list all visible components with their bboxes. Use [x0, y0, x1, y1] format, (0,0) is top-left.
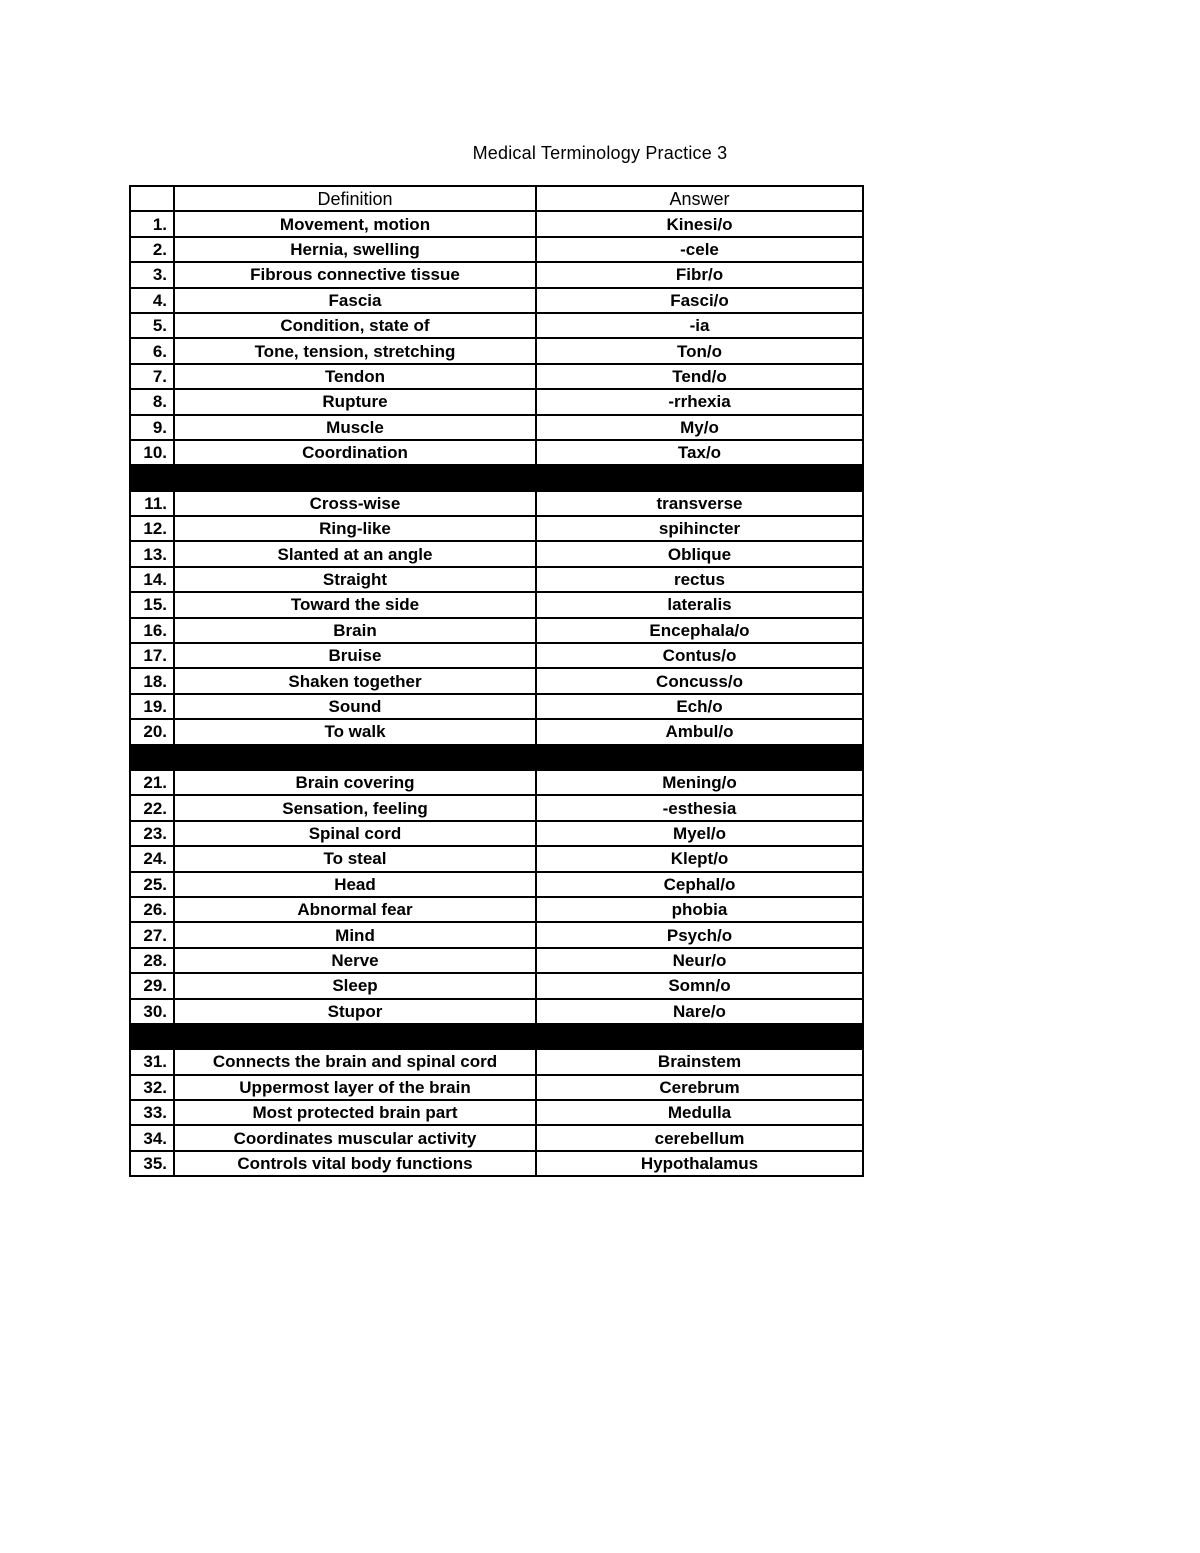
row-number-cell: 29. [130, 973, 174, 998]
row-number-cell: 24. [130, 846, 174, 871]
definition-cell: Condition, state of [174, 313, 536, 338]
table-row [130, 313, 863, 338]
row-number-cell: 16. [130, 618, 174, 643]
table-row [130, 770, 863, 795]
answer-cell: Fibr/o [536, 262, 863, 287]
answer-cell: Concuss/o [536, 668, 863, 693]
table-row [130, 922, 863, 947]
answer-cell: Nare/o [536, 999, 863, 1024]
definition-cell: Fascia [174, 288, 536, 313]
row-number-cell: 26. [130, 897, 174, 922]
answer-cell: Contus/o [536, 643, 863, 668]
table-row [130, 541, 863, 566]
definition-cell: Head [174, 872, 536, 897]
table-row [130, 415, 863, 440]
header-row [130, 186, 863, 211]
answer-cell: -ia [536, 313, 863, 338]
definition-cell: Controls vital body functions [174, 1151, 536, 1176]
table-row [130, 237, 863, 262]
divider-cell [536, 465, 863, 490]
row-number-cell: 3. [130, 262, 174, 287]
answer-cell: Tend/o [536, 364, 863, 389]
answer-cell: Medulla [536, 1100, 863, 1125]
table-row [130, 1049, 863, 1074]
definition-cell: Abnormal fear [174, 897, 536, 922]
definition-cell: Cross-wise [174, 491, 536, 516]
divider-cell [174, 1024, 536, 1049]
table-row [130, 338, 863, 363]
row-number-cell: 25. [130, 872, 174, 897]
answer-cell: Cerebrum [536, 1075, 863, 1100]
definition-cell: Ring-like [174, 516, 536, 541]
answer-cell: Encephala/o [536, 618, 863, 643]
definition-cell: Tendon [174, 364, 536, 389]
table-row [130, 288, 863, 313]
definition-cell: Straight [174, 567, 536, 592]
table-row [130, 999, 863, 1024]
divider-cell [130, 745, 174, 770]
table-row [130, 440, 863, 465]
row-number-cell: 27. [130, 922, 174, 947]
definition-cell: Connects the brain and spinal cord [174, 1049, 536, 1074]
row-number-cell: 10. [130, 440, 174, 465]
answer-cell: Psych/o [536, 922, 863, 947]
table-row [130, 948, 863, 973]
row-number-cell: 20. [130, 719, 174, 744]
table-row [130, 516, 863, 541]
definition-cell: Stupor [174, 999, 536, 1024]
section-divider-row [130, 465, 863, 490]
definition-cell: Slanted at an angle [174, 541, 536, 566]
section-divider-row [130, 1024, 863, 1049]
table-row [130, 846, 863, 871]
row-number-cell: 17. [130, 643, 174, 668]
row-number-cell: 5. [130, 313, 174, 338]
answer-cell: lateralis [536, 592, 863, 617]
definition-cell: Uppermost layer of the brain [174, 1075, 536, 1100]
answer-cell: Tax/o [536, 440, 863, 465]
row-number-cell: 31. [130, 1049, 174, 1074]
table-row [130, 1125, 863, 1150]
answer-cell: Fasci/o [536, 288, 863, 313]
definition-cell: Sleep [174, 973, 536, 998]
answer-cell: Hypothalamus [536, 1151, 863, 1176]
answer-cell: Cephal/o [536, 872, 863, 897]
terminology-table-body [130, 186, 863, 1176]
table-row [130, 618, 863, 643]
answer-cell: Klept/o [536, 846, 863, 871]
definition-cell: To walk [174, 719, 536, 744]
table-row [130, 694, 863, 719]
row-number-cell: 32. [130, 1075, 174, 1100]
definition-cell: Coordinates muscular activity [174, 1125, 536, 1150]
answer-cell: Ambul/o [536, 719, 863, 744]
row-number-cell: 30. [130, 999, 174, 1024]
row-number-cell: 22. [130, 795, 174, 820]
row-number-cell: 23. [130, 821, 174, 846]
row-number-cell: 34. [130, 1125, 174, 1150]
definition-cell: Hernia, swelling [174, 237, 536, 262]
table-row [130, 973, 863, 998]
divider-cell [174, 465, 536, 490]
answer-cell: Kinesi/o [536, 211, 863, 236]
table-row [130, 262, 863, 287]
row-number-cell: 6. [130, 338, 174, 363]
table-row [130, 719, 863, 744]
definition-cell: Toward the side [174, 592, 536, 617]
row-number-cell: 35. [130, 1151, 174, 1176]
row-number-cell: 12. [130, 516, 174, 541]
table-row [130, 795, 863, 820]
table-row [130, 592, 863, 617]
row-number-cell: 14. [130, 567, 174, 592]
page-title: Medical Terminology Practice 3 [472, 143, 728, 163]
answer-cell: Ech/o [536, 694, 863, 719]
table-row [130, 1100, 863, 1125]
row-number-cell: 19. [130, 694, 174, 719]
definition-cell: Fibrous connective tissue [174, 262, 536, 287]
answer-cell: -cele [536, 237, 863, 262]
definition-cell: Shaken together [174, 668, 536, 693]
row-number-cell: 11. [130, 491, 174, 516]
definition-cell: Bruise [174, 643, 536, 668]
table-row [130, 364, 863, 389]
answer-cell: cerebellum [536, 1125, 863, 1150]
row-number-cell: 4. [130, 288, 174, 313]
definition-cell: Rupture [174, 389, 536, 414]
table-row [130, 389, 863, 414]
definition-cell: To steal [174, 846, 536, 871]
answer-cell: My/o [536, 415, 863, 440]
table-row [130, 872, 863, 897]
divider-cell [130, 465, 174, 490]
table-row [130, 567, 863, 592]
row-number-cell: 15. [130, 592, 174, 617]
table-row [130, 1151, 863, 1176]
divider-cell [130, 1024, 174, 1049]
answer-cell: Somn/o [536, 973, 863, 998]
definition-cell: Nerve [174, 948, 536, 973]
answer-cell: Mening/o [536, 770, 863, 795]
definition-cell: Brain covering [174, 770, 536, 795]
row-number-cell: 28. [130, 948, 174, 973]
header-answer-cell: Answer [536, 186, 863, 211]
row-number-cell: 21. [130, 770, 174, 795]
row-number-cell: 1. [130, 211, 174, 236]
answer-cell: rectus [536, 567, 863, 592]
answer-cell: Brainstem [536, 1049, 863, 1074]
table-row [130, 1075, 863, 1100]
divider-cell [536, 1024, 863, 1049]
row-number-cell: 9. [130, 415, 174, 440]
definition-cell: Movement, motion [174, 211, 536, 236]
definition-cell: Coordination [174, 440, 536, 465]
definition-cell: Tone, tension, stretching [174, 338, 536, 363]
table-row [130, 643, 863, 668]
answer-cell: -esthesia [536, 795, 863, 820]
row-number-cell: 33. [130, 1100, 174, 1125]
divider-cell [536, 745, 863, 770]
terminology-table [129, 185, 864, 1177]
table-row [130, 668, 863, 693]
definition-cell: Mind [174, 922, 536, 947]
row-number-cell: 7. [130, 364, 174, 389]
answer-cell: Oblique [536, 541, 863, 566]
row-number-cell: 2. [130, 237, 174, 262]
definition-cell: Most protected brain part [174, 1100, 536, 1125]
table-row [130, 211, 863, 236]
header-number-cell [130, 186, 174, 211]
row-number-cell: 13. [130, 541, 174, 566]
definition-cell: Sensation, feeling [174, 795, 536, 820]
table-row [130, 821, 863, 846]
answer-cell: transverse [536, 491, 863, 516]
answer-cell: -rrhexia [536, 389, 863, 414]
definition-cell: Brain [174, 618, 536, 643]
answer-cell: phobia [536, 897, 863, 922]
table-row [130, 491, 863, 516]
definition-cell: Muscle [174, 415, 536, 440]
answer-cell: spihincter [536, 516, 863, 541]
row-number-cell: 18. [130, 668, 174, 693]
definition-cell: Sound [174, 694, 536, 719]
definition-cell: Spinal cord [174, 821, 536, 846]
header-definition-cell: Definition [174, 186, 536, 211]
table-row [130, 897, 863, 922]
answer-cell: Neur/o [536, 948, 863, 973]
answer-cell: Ton/o [536, 338, 863, 363]
divider-cell [174, 745, 536, 770]
section-divider-row [130, 745, 863, 770]
row-number-cell: 8. [130, 389, 174, 414]
answer-cell: Myel/o [536, 821, 863, 846]
